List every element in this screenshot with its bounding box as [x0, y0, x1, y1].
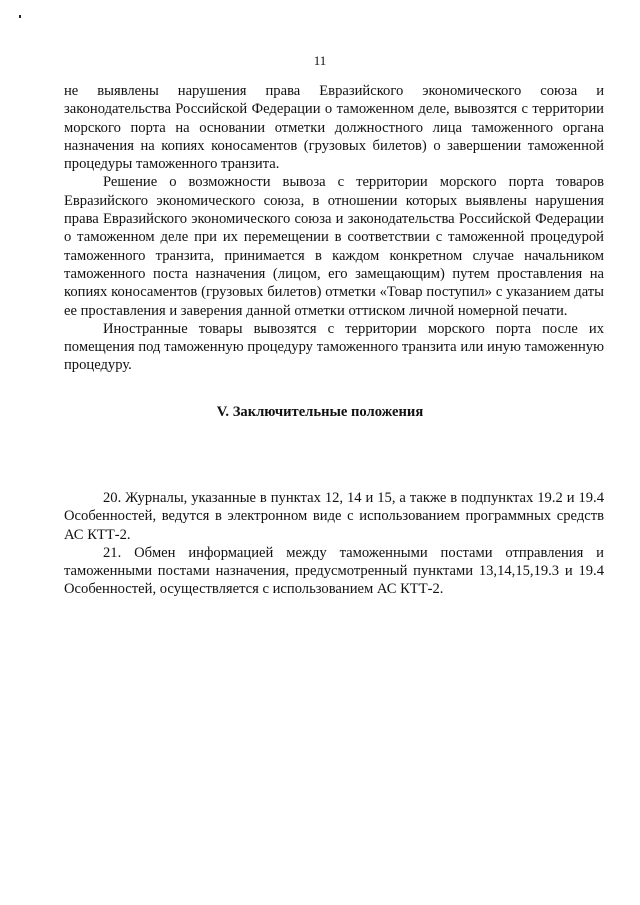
paragraph-export-decision: Решение о возможности вывоза с территории морского порта товаров Евразийского экономического союза, в отношении которых выявлены нарушения права Евразийского экономического союза и законодательства Российской Федерации о таможенном деле при их перемещении в соответствии с таможенной процедурой таможенного транзита, принимается в каждом конкретном случае начальником таможенного поста назначения (лицом, его замещающим) путем проставления на копиях коносаментов (грузовых билетов) отметки «Товар поступил» с указанием даты ее проставления и заверения данной отметки оттиском личной номерной печати.	[64, 174, 604, 319]
body-text	[64, 82, 604, 375]
section-text	[64, 489, 604, 599]
scan-mark	[19, 15, 21, 18]
page-number: 11	[313, 53, 327, 68]
paragraph-item-20: 20. Журналы, указанные в пунктах 12, 14 и 15, а также в подпунктах 19.2 и 19.4 Особенностей, ведутся в электронном виде с использованием программных средств АС КТТ-2.	[64, 490, 604, 543]
paragraph-continuation: не выявлены нарушения права Евразийского экономического союза и законодательства Российской Федерации о таможенном деле, вывозятся с территории морского порта на основании отметки должностного лица таможенного органа назначения на копиях коносаментов (грузовых билетов) о завершении таможенной процедуры таможенного транзита.	[64, 83, 604, 173]
paragraph-item-21: 21. Обмен информацией между таможенными постами отправления и таможенными постами назначения, предусмотренный пунктами 13,14,15,19.3 и 19.4 Особенностей, осуществляется с использованием АС КТТ-2.	[64, 544, 604, 598]
section-heading: V. Заключительные положения	[216, 404, 424, 420]
paragraph-foreign-goods: Иностранные товары вывозятся с территории морского порта после их помещения под таможенную процедуру таможенного транзита или иную таможенную процедуру.	[64, 320, 604, 374]
